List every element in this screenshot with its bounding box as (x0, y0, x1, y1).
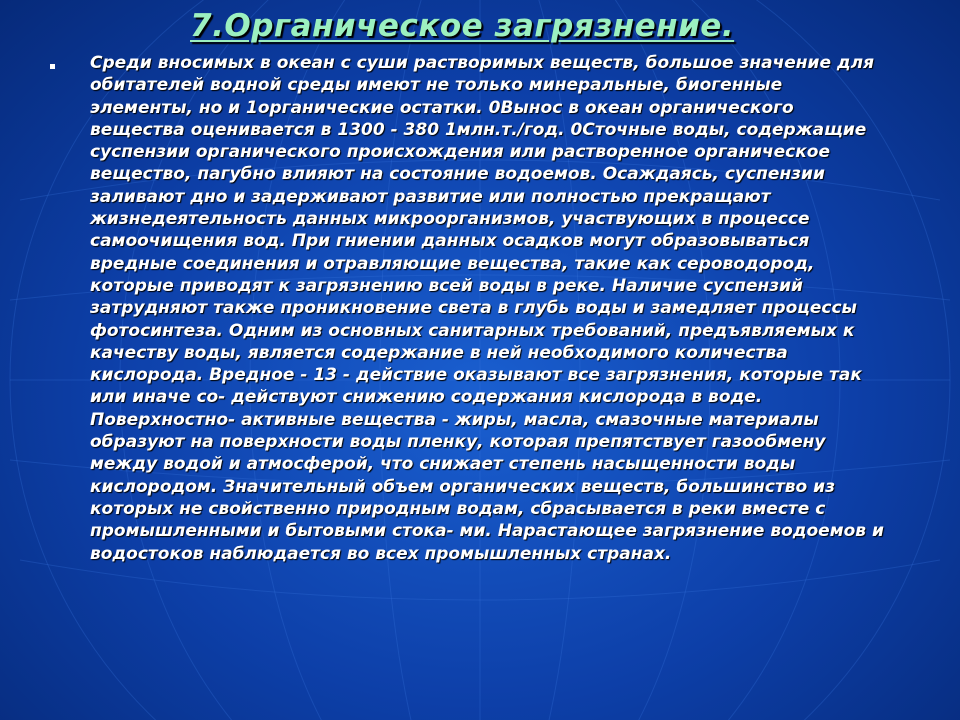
body-text: Среди вносимых в океан с суши растворимых веществ, большое значение для обитателей водной среды имеют не только минеральные, биогенные элементы, но и 1органические остатки. 0Вынос в океан органического вещества оценивается в 1300 - 380 1млн.т./год. 0Сточные воды, содержащие суспензии органического происхождения или растворенное органическое вещество, пагубно влияют на состояние водоемов. Осаждаясь, суспензии заливают дно и задерживают развитие или полностью прекращают жизнедеятельность данных микроорганизмов, участвующих в процессе самоочищения вод. При гниении данных осадков могут образовываться вредные соединения и отравляющие вещества, такие как сероводород, которые приводят к загрязнению всей воды в реке. Наличие суспензий затрудняют также проникновение света в глубь воды и замедляет процессы фотосинтеза. Одним из основных санитарных требований, предъявляемых к качеству воды, является содержание в ней необходимого количества кислорода. Вредное - 13 - действие оказывают все загрязнения, которые так или иначе со- действуют снижению содержания кислорода в воде. Поверхностно- активные вещества - жиры, масла, смазочные материалы образуют на поверхности воды пленку, которая препятствует газообмену между водой и атмосферой, что снижает степень насыщенности воды кислородом. Значительный объем органических веществ, большинство из которых не свойственно природным водам, сбрасывается в реки вместе с промышленными и бытовыми стока- ми. Нарастающее загрязнение водоемов и водостоков наблюдается во всех промышленных странах. (90, 53, 884, 564)
slide-title: 7.Органическое загрязнение. (190, 8, 735, 44)
bullet-marker (50, 64, 55, 69)
